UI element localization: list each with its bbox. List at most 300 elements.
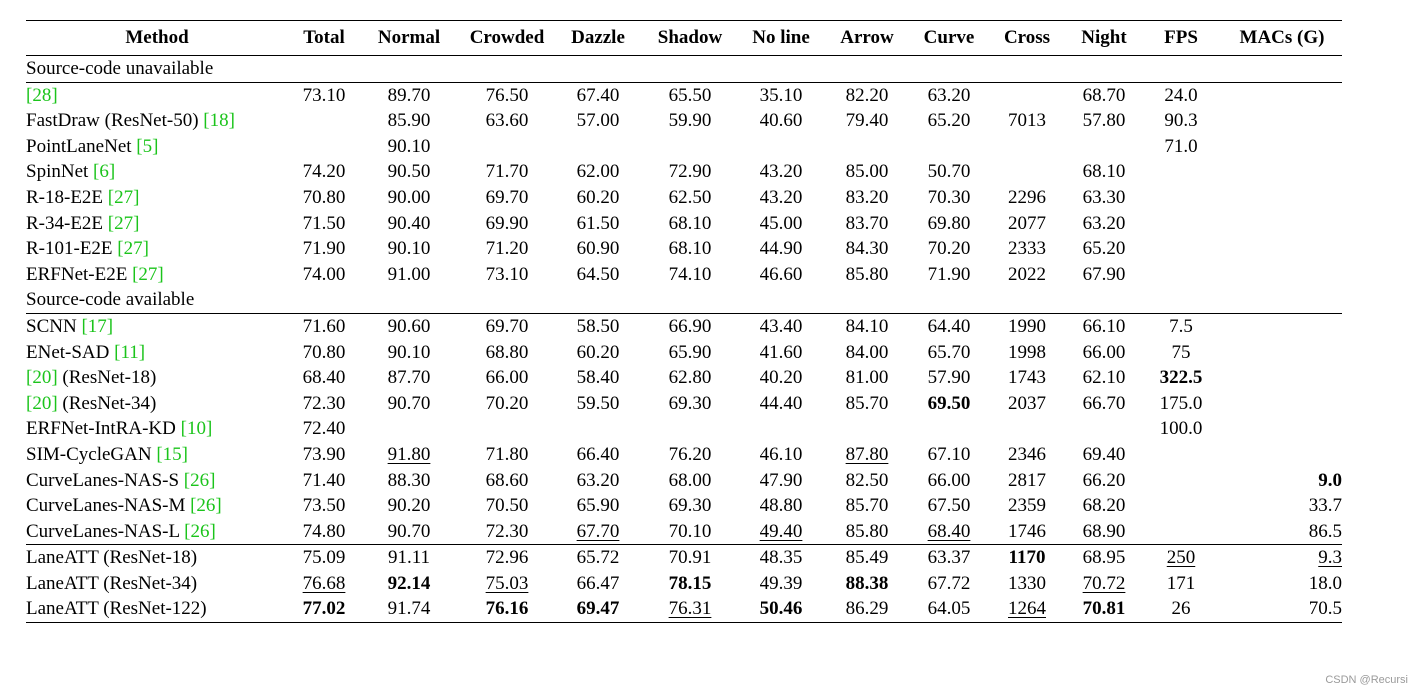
cell-macs: [1222, 236, 1342, 262]
cell-crowded: 76.50: [485, 84, 529, 106]
column-header-shadow: Shadow: [640, 21, 740, 56]
method-name: LaneATT (ResNet-18): [26, 547, 198, 569]
cell-curve: 70.30: [927, 186, 971, 208]
cell-curve: 69.80: [927, 212, 971, 234]
cell-normal: 90.70: [387, 520, 431, 542]
cell-curve: 64.05: [912, 596, 986, 622]
cell-fps: 171: [1166, 572, 1196, 594]
cell-noline: 40.20: [759, 367, 803, 389]
table-row: [26, 493, 1342, 519]
citation-link[interactable]: [27]: [117, 238, 149, 260]
cell-curve: 63.20: [927, 84, 971, 106]
cell-macs: [1222, 391, 1342, 417]
cell-dazzle: 60.90: [576, 238, 620, 260]
method-name: R-34-E2E: [26, 212, 108, 234]
method-name: LaneATT (ResNet-122): [26, 598, 207, 620]
cell-noline: 44.40: [759, 392, 803, 414]
cell-macs: 9.0: [1318, 469, 1342, 491]
cell-shadow: 68.00: [668, 469, 712, 491]
cell-night: 70.72: [1082, 572, 1126, 594]
cell-normal: 90.70: [387, 392, 431, 414]
cell-cross: 2333: [1008, 238, 1046, 260]
watermark: CSDN @Recursi: [1325, 674, 1408, 686]
method-name: ERFNet-IntRA-KD: [26, 418, 181, 440]
method-cell: [26, 468, 288, 494]
cell-macs: [1222, 134, 1342, 160]
cell-crowded: 69.70: [485, 186, 529, 208]
cell-cross: 2077: [1008, 212, 1046, 234]
cell-fps: [1140, 159, 1222, 185]
cell-curve: 67.10: [927, 443, 971, 465]
cell-shadow: 65.90: [668, 341, 712, 363]
method-cell: [26, 236, 288, 262]
table-row: [26, 545, 1342, 571]
cell-normal: 85.90: [387, 110, 431, 132]
cell-macs: [1222, 416, 1342, 442]
column-header-fps: FPS: [1140, 21, 1222, 56]
cell-arrow: 79.40: [845, 110, 889, 132]
cell-crowded: 68.60: [485, 469, 529, 491]
cell-total: 74.80: [302, 520, 346, 542]
citation-link[interactable]: [20]: [26, 367, 58, 389]
cell-night: [1068, 416, 1140, 442]
cell-noline: [740, 416, 822, 442]
cell-total: 73.10: [302, 84, 346, 106]
cell-curve: [912, 134, 986, 160]
cell-crowded: 76.16: [458, 596, 556, 622]
cell-curve: 57.90: [927, 367, 971, 389]
cell-noline: 43.20: [759, 186, 803, 208]
cell-shadow: 68.10: [668, 238, 712, 260]
cell-dazzle: 69.47: [556, 596, 640, 622]
cell-cross: 7013: [1008, 110, 1046, 132]
method-name: ENet-SAD: [26, 341, 115, 363]
section-title-row: [26, 287, 1342, 313]
cell-normal: 91.00: [387, 263, 431, 285]
table-row: [26, 159, 1342, 185]
cell-total: 72.30: [302, 392, 346, 414]
cell-arrow: 81.00: [845, 367, 889, 389]
method-cell: [26, 108, 288, 134]
cell-curve: 64.40: [927, 315, 971, 337]
cell-total: [288, 108, 360, 134]
citation-link[interactable]: [26]: [184, 520, 216, 542]
method-cell: [26, 545, 288, 571]
cell-crowded: 71.70: [485, 161, 529, 183]
cell-shadow: 65.50: [668, 84, 712, 106]
cell-cross: [986, 159, 1068, 185]
cell-dazzle: 66.40: [576, 443, 620, 465]
cell-arrow: 86.29: [822, 596, 912, 622]
cell-macs: 86.5: [1308, 520, 1342, 542]
cell-shadow: 69.30: [668, 495, 712, 517]
cell-night: 70.81: [1068, 596, 1140, 622]
cell-arrow: 83.20: [845, 186, 889, 208]
cell-arrow: 85.49: [822, 545, 912, 571]
cell-fps: [1140, 442, 1222, 468]
cell-noline: 35.10: [759, 84, 803, 106]
section-title: Source-code unavailable: [26, 56, 1342, 83]
cell-fps: 322.5: [1159, 367, 1203, 389]
citation-link[interactable]: [6]: [93, 161, 116, 183]
cell-crowded: 73.10: [485, 263, 529, 285]
cell-macs: [1222, 82, 1342, 108]
cell-noline: 40.60: [759, 110, 803, 132]
cell-noline: 43.20: [759, 161, 803, 183]
cell-arrow: 85.70: [845, 392, 889, 414]
citation-link[interactable]: [17]: [81, 315, 114, 337]
method-name: FastDraw (ResNet-50): [26, 110, 204, 132]
cell-total: 72.40: [302, 418, 346, 440]
citation-link[interactable]: [26]: [190, 495, 222, 517]
cell-dazzle: 66.47: [576, 572, 620, 594]
cell-fps: [1140, 262, 1222, 288]
cell-shadow: 72.90: [668, 161, 712, 183]
cell-noline: 45.00: [759, 212, 803, 234]
cell-normal: 91.80: [387, 443, 431, 465]
cell-night: 63.30: [1082, 186, 1126, 208]
section-title-row: [26, 56, 1342, 83]
citation-link[interactable]: [27]: [132, 263, 164, 285]
cell-macs: 18.0: [1308, 572, 1342, 594]
method-cell: [26, 211, 288, 237]
method-cell: [26, 82, 288, 108]
cell-fps: [1140, 493, 1222, 519]
cell-normal: [360, 416, 458, 442]
cell-fps: 75: [1171, 341, 1191, 363]
cell-normal: 90.40: [387, 212, 431, 234]
cell-normal: 88.30: [387, 469, 431, 491]
method-name: SpinNet: [26, 161, 94, 183]
cell-dazzle: 61.50: [576, 212, 620, 234]
cell-total: 75.09: [288, 545, 360, 571]
method-name: PointLaneNet: [26, 135, 137, 157]
method-cell: [26, 391, 288, 417]
cell-shadow: 74.10: [668, 263, 712, 285]
table-row: [26, 313, 1342, 339]
cell-total: 76.68: [302, 572, 346, 594]
table-row: [26, 262, 1342, 288]
cell-shadow: [640, 416, 740, 442]
cell-curve: 65.20: [927, 110, 971, 132]
cell-cross: 1170: [986, 545, 1068, 571]
cell-fps: [1140, 236, 1222, 262]
cell-macs: [1222, 185, 1342, 211]
method-cell: [26, 493, 288, 519]
cell-crowded: 72.30: [485, 520, 529, 542]
cell-macs: [1222, 442, 1342, 468]
cell-cross: 1746: [1008, 520, 1046, 542]
cell-total: 70.80: [302, 186, 346, 208]
cell-macs: [1222, 262, 1342, 288]
citation-link[interactable]: [28]: [26, 84, 58, 106]
cell-night: [1068, 134, 1140, 160]
cell-total: 74.00: [302, 263, 346, 285]
citation-link[interactable]: [15]: [156, 443, 189, 465]
cell-night: 68.20: [1082, 495, 1126, 517]
cell-curve: [912, 416, 986, 442]
table-row: [26, 185, 1342, 211]
cell-cross: [986, 416, 1068, 442]
cell-macs: 70.5: [1222, 596, 1342, 622]
cell-total: 74.20: [302, 161, 346, 183]
citation-link[interactable]: [27]: [107, 212, 140, 234]
cell-total: 71.90: [302, 238, 346, 260]
cell-arrow: [822, 416, 912, 442]
cell-noline: 46.10: [759, 443, 803, 465]
cell-arrow: 84.00: [845, 341, 889, 363]
cell-cross: 2359: [1008, 495, 1046, 517]
method-cell: [26, 134, 288, 160]
cell-night: 66.20: [1082, 469, 1126, 491]
table-row: [26, 134, 1342, 160]
cell-normal: 90.10: [387, 341, 431, 363]
cell-crowded: 75.03: [485, 572, 529, 594]
cell-night: 63.20: [1082, 212, 1126, 234]
cell-fps: [1140, 185, 1222, 211]
cell-shadow: 59.90: [668, 110, 712, 132]
cell-crowded: 63.60: [485, 110, 529, 132]
method-cell: [26, 365, 288, 391]
cell-cross: 1998: [1008, 341, 1046, 363]
cell-cross: 2346: [1008, 443, 1046, 465]
cell-night: 62.10: [1082, 367, 1126, 389]
method-name: SCNN: [26, 315, 82, 337]
table-row: [26, 340, 1342, 366]
cell-normal: 90.20: [387, 495, 431, 517]
cell-macs: 9.3: [1222, 545, 1342, 571]
table-row: [26, 468, 1342, 494]
method-cell: [26, 442, 288, 468]
cell-night: 68.70: [1082, 84, 1126, 106]
column-header-macs: MACs (G): [1222, 21, 1342, 56]
cell-normal: 91.74: [360, 596, 458, 622]
citation-link[interactable]: [5]: [136, 135, 159, 157]
column-header-total: Total: [288, 21, 360, 56]
cell-cross: 2037: [1008, 392, 1046, 414]
table-row: [26, 236, 1342, 262]
cell-arrow: 85.80: [845, 520, 889, 542]
cell-cross: [986, 134, 1068, 160]
cell-crowded: 71.20: [485, 238, 529, 260]
cell-night: 57.80: [1082, 110, 1126, 132]
cell-curve: 63.37: [912, 545, 986, 571]
cell-curve: 66.00: [927, 469, 971, 491]
cell-arrow: 88.38: [845, 572, 889, 594]
cell-noline: 47.90: [759, 469, 803, 491]
cell-crowded: 70.50: [485, 495, 529, 517]
cell-curve: 65.70: [927, 341, 971, 363]
cell-shadow: 70.91: [640, 545, 740, 571]
cell-night: 66.00: [1082, 341, 1126, 363]
table-row: [26, 519, 1342, 545]
cell-fps: 26: [1140, 596, 1222, 622]
cell-cross: 2817: [1008, 469, 1046, 491]
cell-normal: 90.50: [387, 161, 431, 183]
cell-macs: [1222, 340, 1342, 366]
cell-normal: 87.70: [387, 367, 431, 389]
cell-total: 71.50: [302, 212, 346, 234]
cell-arrow: 87.80: [845, 443, 889, 465]
cell-shadow: 78.15: [668, 572, 712, 594]
cell-crowded: [458, 134, 556, 160]
cell-normal: 92.14: [387, 572, 431, 594]
method-cell: [26, 159, 288, 185]
cell-night: 66.10: [1082, 315, 1126, 337]
cell-shadow: 69.30: [668, 392, 712, 414]
cell-curve: 50.70: [927, 161, 971, 183]
cell-noline: 49.40: [759, 520, 803, 542]
cell-dazzle: 65.90: [576, 495, 620, 517]
cell-fps: [1140, 519, 1222, 545]
column-header-normal: Normal: [360, 21, 458, 56]
method-suffix: (ResNet-18): [57, 367, 157, 389]
cell-normal: 91.11: [360, 545, 458, 571]
cell-cross: 1330: [1008, 572, 1046, 594]
cell-total: 70.80: [302, 341, 346, 363]
cell-cross: 2296: [1008, 186, 1046, 208]
method-cell: [26, 185, 288, 211]
cell-total: 73.50: [302, 495, 346, 517]
cell-noline: 44.90: [759, 238, 803, 260]
cell-noline: 48.80: [759, 495, 803, 517]
method-cell: [26, 519, 288, 545]
cell-night: 68.95: [1068, 545, 1140, 571]
cell-noline: [740, 134, 822, 160]
method-name: LaneATT (ResNet-34): [26, 572, 198, 594]
cell-fps: 250: [1140, 545, 1222, 571]
cell-arrow: 84.10: [845, 315, 889, 337]
cell-dazzle: 57.00: [576, 110, 620, 132]
cell-night: 66.70: [1082, 392, 1126, 414]
cell-dazzle: 63.20: [576, 469, 620, 491]
cell-macs: [1222, 365, 1342, 391]
cell-dazzle: 67.70: [576, 520, 620, 542]
cell-shadow: 70.10: [668, 520, 712, 542]
cell-noline: 48.35: [740, 545, 822, 571]
cell-arrow: 82.20: [845, 84, 889, 106]
cell-shadow: 66.90: [668, 315, 712, 337]
cell-total: 71.60: [302, 315, 346, 337]
cell-cross: 2022: [1008, 263, 1046, 285]
method-cell: [26, 340, 288, 366]
cell-noline: 43.40: [759, 315, 803, 337]
cell-total: 77.02: [288, 596, 360, 622]
cell-crowded: 71.80: [485, 443, 529, 465]
method-cell: [26, 596, 288, 622]
cell-normal: 90.10: [387, 238, 431, 260]
table-row: [26, 365, 1342, 391]
cell-dazzle: 59.50: [576, 392, 620, 414]
method-name: CurveLanes-NAS-S: [26, 469, 184, 491]
cell-cross: [986, 82, 1068, 108]
cell-total: [288, 134, 360, 160]
citation-link[interactable]: [27]: [107, 186, 140, 208]
cell-shadow: 76.31: [640, 596, 740, 622]
cell-macs: [1222, 313, 1342, 339]
cell-cross: 1743: [1008, 367, 1046, 389]
citation-link[interactable]: [11]: [114, 341, 146, 363]
citation-link[interactable]: [20]: [26, 392, 58, 414]
cell-crowded: 66.00: [485, 367, 529, 389]
cell-crowded: 70.20: [485, 392, 529, 414]
cell-arrow: 85.70: [845, 495, 889, 517]
cell-normal: 90.10: [387, 135, 431, 157]
cell-crowded: 72.96: [458, 545, 556, 571]
table-header-row: [26, 21, 1342, 56]
cell-total: 68.40: [302, 367, 346, 389]
cell-dazzle: 67.40: [576, 84, 620, 106]
cell-curve: 71.90: [927, 263, 971, 285]
cell-fps: 71.0: [1164, 135, 1198, 157]
cell-crowded: 69.70: [485, 315, 529, 337]
citation-link[interactable]: [10]: [180, 418, 213, 440]
cell-curve: 69.50: [927, 392, 971, 414]
cell-macs: 33.7: [1308, 495, 1342, 517]
cell-curve: 67.72: [927, 572, 971, 594]
column-header-crowded: Crowded: [458, 21, 556, 56]
cell-crowded: 69.90: [485, 212, 529, 234]
cell-noline: 49.39: [759, 572, 803, 594]
cell-shadow: 68.10: [668, 212, 712, 234]
cell-arrow: [822, 134, 912, 160]
cell-arrow: 84.30: [845, 238, 889, 260]
method-cell: [26, 313, 288, 339]
citation-link[interactable]: [26]: [183, 469, 216, 491]
column-header-cross: Cross: [986, 21, 1068, 56]
cell-arrow: 85.80: [845, 263, 889, 285]
cell-fps: 7.5: [1169, 315, 1193, 337]
column-header-arrow: Arrow: [822, 21, 912, 56]
cell-curve: 70.20: [927, 238, 971, 260]
cell-total: 73.90: [302, 443, 346, 465]
table-row: [26, 82, 1342, 108]
table-row: [26, 108, 1342, 134]
cell-normal: 90.60: [387, 315, 431, 337]
cell-arrow: 83.70: [845, 212, 889, 234]
cell-fps: 24.0: [1164, 84, 1198, 106]
cell-dazzle: [556, 134, 640, 160]
method-name: CurveLanes-NAS-M: [26, 495, 191, 517]
citation-link[interactable]: [18]: [203, 110, 235, 132]
cell-crowded: [458, 416, 556, 442]
method-name: ERFNet-E2E: [26, 263, 133, 285]
cell-dazzle: [556, 416, 640, 442]
cell-fps: [1140, 211, 1222, 237]
cell-curve: 68.40: [927, 520, 971, 542]
column-header-curve: Curve: [912, 21, 986, 56]
cell-curve: 67.50: [927, 495, 971, 517]
results-table: [26, 20, 1342, 623]
cell-shadow: 76.20: [668, 443, 712, 465]
cell-shadow: 62.50: [668, 186, 712, 208]
column-header-dazzle: Dazzle: [556, 21, 640, 56]
cell-shadow: 62.80: [668, 367, 712, 389]
table-row: [26, 442, 1342, 468]
section-title: Source-code available: [26, 287, 1342, 313]
cell-fps: [1140, 468, 1222, 494]
cell-noline: 41.60: [759, 341, 803, 363]
cell-fps: 90.3: [1164, 110, 1198, 132]
cell-dazzle: 64.50: [576, 263, 620, 285]
cell-cross: 1990: [1008, 315, 1046, 337]
cell-night: 69.40: [1082, 443, 1126, 465]
cell-total: 71.40: [302, 469, 346, 491]
cell-crowded: 68.80: [485, 341, 529, 363]
cell-macs: [1222, 211, 1342, 237]
method-name: SIM-CycleGAN: [26, 443, 157, 465]
table-row: [26, 596, 1342, 622]
